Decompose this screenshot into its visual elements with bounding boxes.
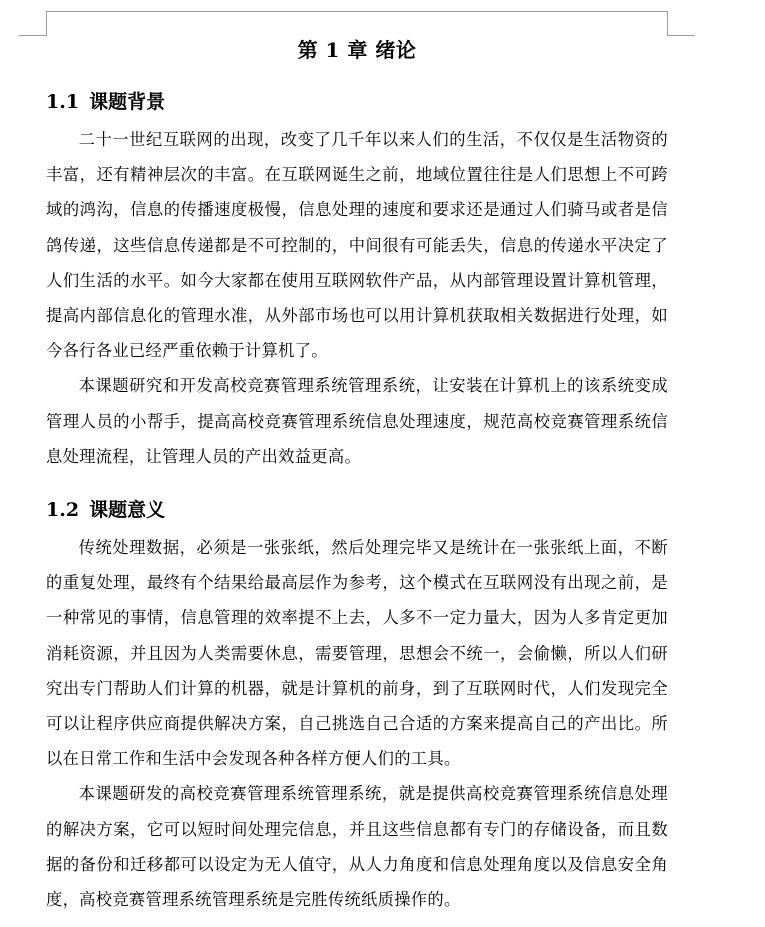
paragraph: 传统处理数据，必须是一张张纸，然后处理完毕又是统计在一张张纸上面，不断的重复处理，最终有个结果给最高层作为参考，这个模式在互联网没有出现之前，是一种常见的事情，信息管理的效率提不上去，人多不一定力量大，因为人多肯定更加消耗资源，并且因为人类需要休息，需要管理，思想会不统一，会偷懒，所以人们研究出专门帮助人们计算的机器，就是计算机的前身，到了互联网时代，人们发现完全可以让程序供应商提供解决方案，自己挑选自己合适的方案来提高自己的产出比。所以在日常工作和生活中会发现各种各样方便人们的工具。: [46, 538, 668, 769]
crop-mark-top-left-horizontal: [19, 35, 46, 36]
paragraph: 本课题研发的高校竞赛管理系统管理系统，就是提供高校竞赛管理系统信息处理的解决方案，它可以短时间处理完信息，并且这些信息都有专门的存储设备，而且数据的备份和迁移都可以设定为无人值守，从人力角度和信息处理角度以及信息安全角度，高校竞赛管理系统管理系统是完胜传统纸质操作的。: [46, 784, 668, 910]
paragraph: 本课题研究和开发高校竞赛管理系统管理系统，让安装在计算机上的该系统变成管理人员的小帮手，提高高校竞赛管理系统信息处理速度，规范高校竞赛管理系统信息处理流程，让管理人员的产出效益更高。: [46, 376, 668, 466]
section-heading-background: [46, 82, 668, 122]
section-title-text: 课题背景: [89, 91, 166, 113]
paragraph: 二十一世纪互联网的出现，改变了几千年以来人们的生活，不仅仅是生活物资的丰富，还有精神层次的丰富。在互联网诞生之前，地域位置往往是人们思想上不可跨域的鸿沟，信息的传播速度极慢，信息处理的速度和要求还是通过人们骑马或者是信鸽传递，这些信息传递都是不可控制的，中间很有可能丢失，信息的传递水平决定了人们生活的水平。如今大家都在使用互联网软件产品，从内部管理设置计算机管理，提高内部信息化的管理水准，从外部市场也可以用计算机获取相关数据进行处理，如今各行各业已经严重依赖于计算机了。: [46, 130, 668, 361]
section-heading-significance: [46, 490, 668, 530]
section-number: 1.2: [46, 499, 80, 522]
crop-mark-top-right-horizontal: [668, 35, 695, 36]
chapter-title: 第 1 章 绪论: [297, 38, 417, 62]
section-title-text: 课题意义: [89, 499, 166, 522]
section-number: 1.1: [46, 91, 80, 113]
document-body: [46, 30, 668, 917]
page-top-border: [46, 11, 668, 12]
